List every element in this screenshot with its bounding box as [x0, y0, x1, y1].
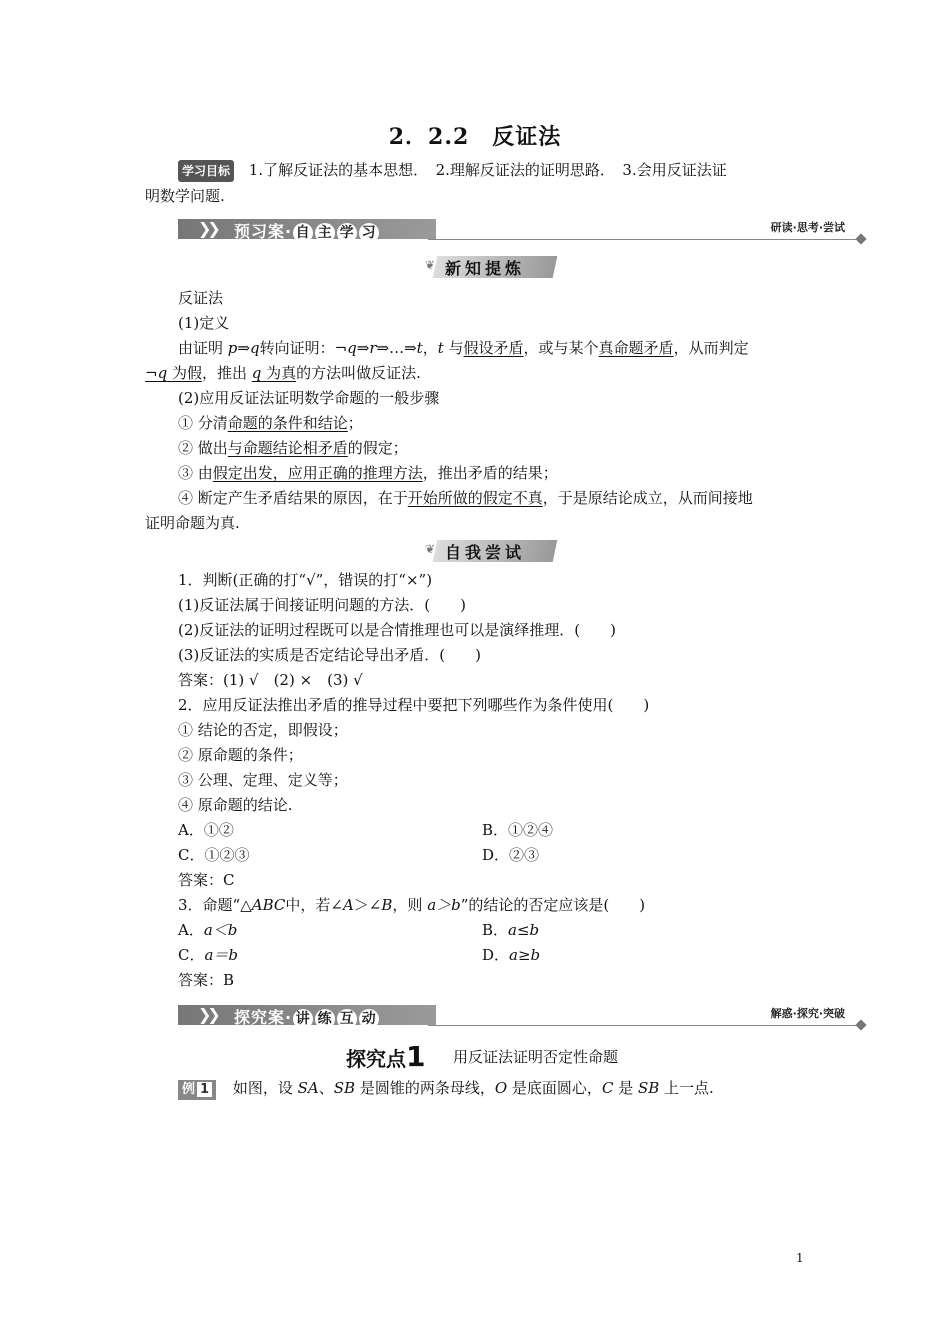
example-tag: 例 1 — [178, 1080, 216, 1100]
option-2D: D．②③ — [482, 846, 540, 864]
option-2A: A．①② — [178, 821, 234, 839]
section-right-label: 研读·思考·尝试 — [770, 221, 845, 234]
section-bar-explore — [178, 1002, 865, 1028]
step-4-cont: 证明命题为真. — [145, 514, 240, 532]
question-2-item-2: ② 原命题的条件； — [178, 746, 303, 764]
explore-point-heading: 探究点1 — [346, 1040, 426, 1073]
body-heading: 反证法 — [178, 289, 224, 307]
option-2C: C．①②③ — [178, 846, 250, 864]
explore-point-subtitle: 用反证法证明否定性命题 — [453, 1048, 619, 1066]
section-right-label: 解惑·探究·突破 — [770, 1007, 845, 1020]
option-3C: C．a＝b — [178, 946, 239, 964]
question-2: 2．应用反证法推出矛盾的推导过程中要把下列哪些作为条件使用( ) — [178, 696, 650, 714]
chevron-right-icon: ❯❯ — [198, 1005, 217, 1024]
example-1: 例 1 如图，设 SA、SB 是圆锥的两条母线，O 是底面圆心，C 是 SB 上一点. — [178, 1078, 714, 1100]
objectives — [178, 160, 727, 182]
subheading-text: 新知提炼 — [445, 259, 526, 278]
question-2-item-3: ③ 公理、定理、定义等； — [178, 771, 348, 789]
section-label: 预习案· 自 主 学 习 — [234, 219, 380, 243]
definition-line-2: ¬q 为假，推出 q 为真的方法叫做反证法. — [145, 364, 421, 382]
step-4: ④ 断定产生矛盾结果的原因，在于开始所做的假定不真，于是原结论成立，从而间接地 — [178, 489, 753, 507]
step-1: ① 分清命题的条件和结论； — [178, 414, 363, 432]
diamond-icon — [855, 233, 866, 244]
subheading-self-try — [425, 538, 555, 564]
section-label: 探究案· 讲 练 互 动 — [234, 1005, 380, 1029]
question-2-item-4: ④ 原命题的结论. — [178, 796, 293, 814]
question-1b: (2)反证法的证明过程既可以是合情推理也可以是演绎推理．( ) — [178, 621, 616, 639]
page-title: 2．2.2 反证法 — [388, 124, 562, 150]
question-1c: (3)反证法的实质是否定结论导出矛盾．( ) — [178, 646, 481, 664]
option-3B: B．a≤b — [482, 921, 540, 939]
step-3: ③ 由假定出发，应用正确的推理方法，推出矛盾的结果； — [178, 464, 558, 482]
objectives-text-2: 明数学问题. — [145, 187, 225, 205]
definition-heading: (1)定义 — [178, 314, 230, 332]
option-3D: D．a≥b — [482, 946, 541, 964]
answer-3: 答案：B — [178, 971, 235, 989]
objectives-tag: 学习目标 — [178, 160, 234, 182]
objectives-text: 1.了解反证法的基本思想． 2.理解反证法的证明思路． 3.会用反证法证 — [248, 161, 727, 179]
question-3: 3．命题“△ABC中，若∠A＞∠B，则 a＞b”的结论的否定应该是( ) — [178, 896, 646, 914]
leaf-icon: ❦ — [425, 258, 436, 272]
answer-2: 答案：C — [178, 871, 235, 889]
subheading-new-knowledge — [425, 254, 555, 280]
steps-heading: (2)应用反证法证明数学命题的一般步骤 — [178, 389, 440, 407]
subheading-text: 自我尝试 — [445, 543, 526, 562]
option-2B: B．①②④ — [482, 821, 554, 839]
answer-1: 答案：(1) √ (2) × (3) √ — [178, 671, 363, 689]
page-number: 1 — [796, 1251, 804, 1265]
section-bar-preview — [178, 216, 865, 242]
section-rule — [428, 239, 857, 240]
leaf-icon: ❦ — [425, 542, 436, 556]
question-1a: (1)反证法属于间接证明问题的方法．( ) — [178, 596, 466, 614]
section-rule — [428, 1025, 857, 1026]
chevron-right-icon: ❯❯ — [198, 219, 217, 238]
question-1: 1．判断(正确的打“√”，错误的打“×”) — [178, 571, 433, 589]
diamond-icon — [855, 1019, 866, 1030]
question-2-item-1: ① 结论的否定，即假设； — [178, 721, 348, 739]
option-3A: A．a＜b — [178, 921, 238, 939]
step-2: ② 做出与命题结论相矛盾的假定； — [178, 439, 408, 457]
definition-line-1: 由证明 p⇒q转向证明：¬q⇒r⇒…⇒t，t 与假设矛盾，或与某个真命题矛盾，从而判定 — [178, 339, 749, 357]
